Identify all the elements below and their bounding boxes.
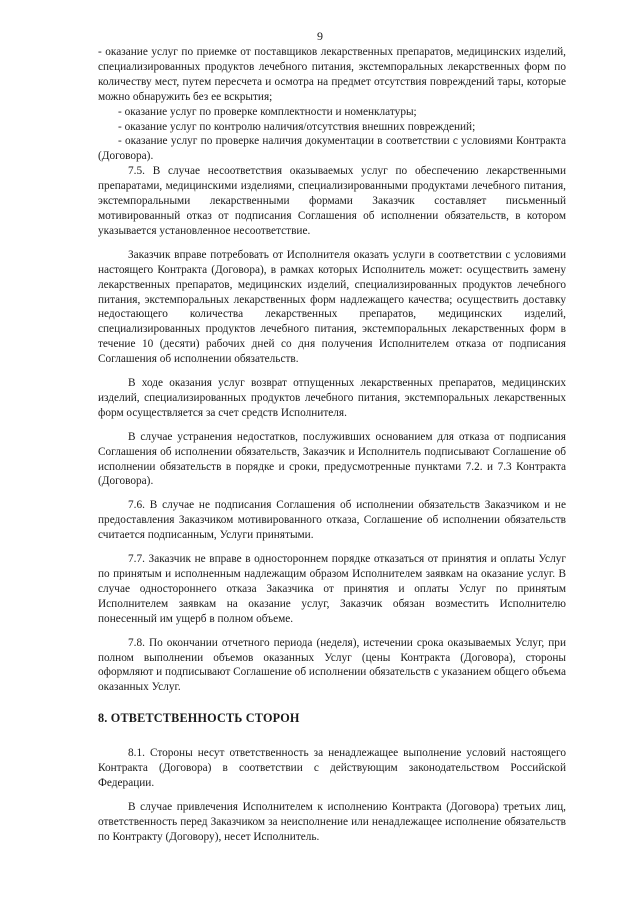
clause-7-5: 7.5. В случае несоответствия оказываемых услуг по обеспечению лекарственными препаратами, медицинскими изделиями, специализированными продуктами лечебного питания, экстемпоральными лекарственными формами Заказчик составляет письменный мотивированный отказ от подписания Соглашения об исполнении обязательств, в котором указывается установленное несоответствие.: [98, 165, 566, 237]
clause-7-7: 7.7. Заказчик не вправе в одностороннем порядке отказаться от принятия и оплаты Услуг по принятым и исполненным надлежащим образом Исполнителем заявкам на оказание услуг. В случае одностороннего отказа Заказчика от принятия и оплаты Услуг по принятым Исполнителем заявкам на оказание услуг, Заказчик обязан возместить Исполнителю понесенный им ущерб в полном объеме.: [98, 553, 566, 625]
clause-7-6: 7.6. В случае не подписания Соглашения об исполнении обязательств Заказчиком и не предоставления Заказчиком мотивированного отказа, Соглашение об исполнении обязательств считается подписанным, Услуги принятыми.: [98, 499, 566, 542]
section-8-heading: 8. ОТВЕТСТВЕННОСТЬ СТОРОН: [98, 711, 300, 726]
clause-7-5-customer-demand: Заказчик вправе потребовать от Исполнителя оказать услуги в соответствии с условиями настоящего Контракта (Договора), в рамках которых Исполнитель может: осуществить замену лекарственных препаратов, медицинских изделий, специализированных продуктов лечебного питания, экстемпоральных лекарственных форм надлежащего качества; осуществить доставку недостающего количества лекарственных препаратов, медицинских изделий, специализированных продуктов лечебного питания, экстемпоральных лекарственных форм в течение 10 (десяти) рабочих дней со дня получения Исполнителем отказа от подписания Соглашения об исполнении обязательств.: [98, 248, 566, 366]
list-item-documentation: - оказание услуг по проверке наличия документации в соответствии с условиями Контракта (Договора).: [98, 135, 566, 163]
clause-8-1: 8.1. Стороны несут ответственность за ненадлежащее выполнение условий настоящего Контракта (Договора) в соответствии с действующим законодательством Российской Федерации.: [98, 747, 566, 789]
list-item-damage-control: - оказание услуг по контролю наличия/отсутствия внешних повреждений;: [118, 120, 476, 133]
clause-7-8: 7.8. По окончании отчетного периода (неделя), истечении срока оказываемых Услуг, при полном выполнении объемов оказанных Услуг (цены Контракта (Договора), стороны оформляют и подписывают Соглашение об исполнении обязательств с указанием общего объема оказанных Услуг.: [98, 636, 566, 694]
clause-7-5-return: В ходе оказания услуг возврат отпущенных лекарственных препаратов, медицинских изделий, специализированных продуктов лечебного питания, экстемпоральных лекарственных форм осуществляется за счет средств Исполнителя.: [98, 377, 566, 419]
clause-8-1-third-parties: В случае привлечения Исполнителем к исполнению Контракта (Договора) третьих лиц, ответственность перед Заказчиком за неисполнение или ненадлежащее исполнение обязательств по Контракту (Договору), несет Исполнитель.: [98, 800, 566, 843]
page-number: 9: [317, 29, 323, 43]
list-item-receiving: - оказание услуг по приемке от поставщиков лекарственных препаратов, медицинских изделий, специализированных продуктов лечебного питания, экстемпоральных лекарственных форм по количеству мест, путем пересчета и осмотра на предмет отсутствия повреждений тары, которые можно обнаружить без ее вскрытия;: [98, 46, 566, 103]
clause-7-5-elimination: В случае устранения недостатков, послуживших основанием для отказа от подписания Соглашения об исполнении обязательств, Заказчик и Исполнитель подписывают Соглашение об исполнении обязательств в порядке и сроки, предусмотренные пунктами 7.2. и 7.3 Контракта (Договора).: [98, 430, 566, 488]
list-item-completeness: - оказание услуг по проверке комплектности и номенклатуры;: [118, 105, 417, 118]
section-7-text: [98, 45, 566, 845]
